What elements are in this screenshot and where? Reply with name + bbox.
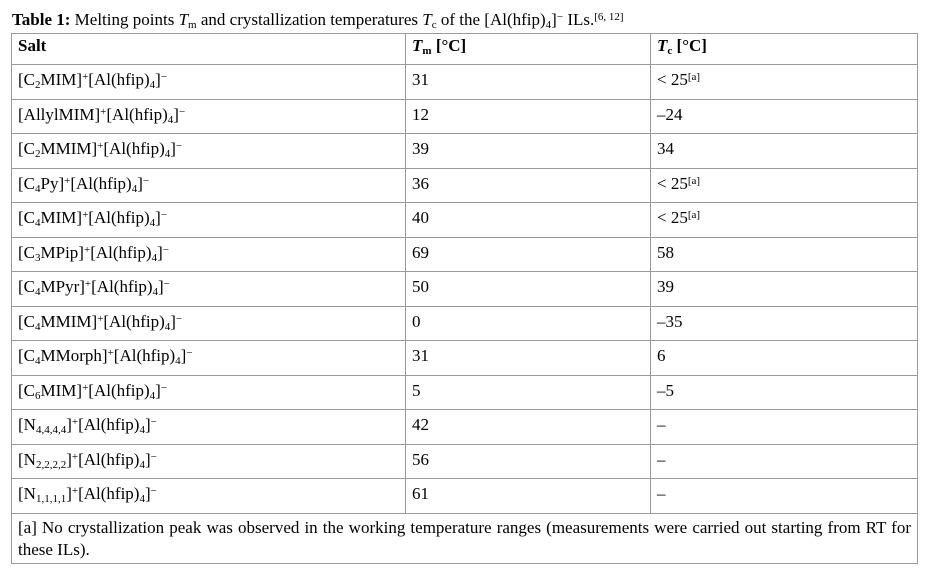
tc-cell [651, 99, 918, 134]
salt-cell [12, 306, 406, 341]
tc-value: – [657, 415, 666, 434]
tc-value: – [657, 449, 666, 469]
tc-footnote-mark: [a] [687, 209, 701, 221]
tc-value: < 25 [657, 173, 688, 193]
anion-subscript: 4 [151, 251, 158, 264]
cation-subscript: 2 [35, 148, 41, 160]
tm-cell: 31 [406, 341, 651, 376]
cation-subscript: 3 [35, 251, 41, 264]
cation-prefix: [N [18, 484, 36, 503]
cation-suffix: ] [66, 415, 72, 434]
tc-footnote-mark: [a] [687, 174, 701, 187]
anion-suffix: ] [173, 104, 179, 124]
table-row [12, 134, 918, 169]
cation-suffix: MMIM] [40, 139, 98, 158]
anion-charge: − [162, 243, 169, 256]
tm-cell: 12 [406, 99, 651, 134]
table-row [12, 306, 918, 341]
anion-subscript: 4 [131, 182, 138, 195]
cation-prefix: [C [18, 70, 35, 89]
tc-cell [651, 410, 918, 445]
anion-prefix: [Al(hfip) [88, 70, 150, 89]
cation-charge: + [71, 485, 79, 497]
table-row [12, 237, 918, 272]
anion-charge: − [186, 347, 193, 359]
tm-cell: 50 [406, 272, 651, 307]
table-caption [12, 9, 624, 31]
tm-subscript: m [188, 19, 197, 31]
cation-prefix: [C [18, 242, 35, 262]
anion-prefix: [Al(hfip) [103, 311, 165, 331]
table-row [12, 375, 918, 410]
footnote-row [12, 513, 918, 563]
anion-suffix: ] [157, 242, 163, 262]
cation-prefix: [C [18, 311, 35, 331]
footnote: [a] No crystallization peak was observed in the working temperature ranges (measurements were carried out starting from RT for these ILs). [12, 513, 918, 563]
salt-cell [12, 203, 406, 238]
cation-subscript: 4,4,4,4 [35, 424, 67, 436]
cation-suffix: MIM] [40, 380, 83, 400]
header-row [12, 34, 918, 65]
anion-subscript: 4 [149, 217, 156, 229]
anion-suffix: ] [137, 173, 143, 193]
cation-suffix: MMIM] [40, 311, 98, 331]
tm-subscript: m [422, 45, 432, 57]
header-tc [651, 34, 918, 65]
cation-prefix: [C [18, 346, 35, 365]
tm-cell: 39 [406, 134, 651, 169]
anion-prefix: [Al(hfip) [78, 415, 140, 434]
anion-subscript: 4 [167, 113, 174, 126]
tc-value: 6 [657, 346, 666, 365]
tm-cell: 5 [406, 375, 651, 410]
anion-charge: − [175, 312, 183, 325]
anion-subscript: 4 [139, 424, 145, 436]
tm-cell: 40 [406, 203, 651, 238]
salt-cell [12, 444, 406, 479]
salt-cell [12, 272, 406, 307]
anion-suffix: ] [144, 484, 151, 503]
cation-prefix: [C [18, 208, 35, 227]
tc-cell [651, 375, 918, 410]
tc-subscript: c [667, 45, 673, 57]
anion-prefix: [Al(hfip) [88, 208, 150, 227]
anion-prefix: [Al(hfip) [103, 139, 165, 158]
anion-suffix: ] [158, 277, 164, 296]
salt-cell [12, 341, 406, 376]
tm-cell: 42 [406, 410, 651, 445]
anion-charge: − [160, 381, 168, 394]
cation-prefix: [N [18, 449, 36, 469]
tc-footnote-mark: [a] [687, 71, 701, 83]
anion-subscript: 4 [149, 79, 156, 91]
cation-suffix: Py] [40, 173, 65, 193]
cation-charge: + [82, 71, 89, 83]
salt-cell [12, 99, 406, 134]
anion-charge: − [175, 140, 183, 152]
anion-prefix: [Al(hfip) [78, 449, 140, 469]
anion-charge: − [160, 71, 168, 83]
tc-value: < 25 [657, 208, 688, 227]
tc-value: < 25 [657, 70, 688, 89]
cation-suffix: MIM] [40, 70, 83, 89]
tm-cell: 0 [406, 306, 651, 341]
cation-prefix: [C [18, 139, 35, 158]
cation-subscript: 4 [35, 286, 41, 298]
salt-cell [12, 375, 406, 410]
anion-subscript: 4 [164, 320, 171, 333]
tm-cell: 69 [406, 237, 651, 272]
cation-charge: + [97, 312, 104, 325]
anion-prefix: [Al(hfip) [113, 346, 176, 365]
cation-prefix: [C [18, 380, 35, 400]
tc-value: –35 [657, 311, 683, 331]
cation-prefix: [AllylMIM] [18, 104, 101, 124]
cation-charge: + [107, 347, 114, 359]
tc-cell [651, 306, 918, 341]
anion-suffix: ] [170, 311, 176, 331]
table-label: Table 1: [12, 10, 71, 29]
tc-subscript: c [431, 19, 437, 31]
cation-subscript: 4 [35, 355, 41, 367]
cation-suffix: MMorph] [40, 346, 108, 365]
anion-subscript: 4 [139, 458, 145, 471]
anion-prefix: [Al(hfip) [70, 173, 132, 193]
tc-cell [651, 168, 918, 203]
cation-subscript: 1,1,1,1 [35, 493, 67, 505]
anion-suffix: ] [155, 380, 161, 400]
caption-references: [6, 12] [594, 11, 624, 23]
anion-charge: − [178, 105, 186, 118]
header-salt: Salt [12, 34, 406, 65]
tc-cell [651, 341, 918, 376]
cation-charge: + [83, 243, 91, 256]
table-row [12, 341, 918, 376]
cation-subscript: 4 [35, 320, 41, 333]
anion-suffix: ] [170, 139, 176, 158]
anion-suffix: ] [155, 208, 161, 227]
tc-cell [651, 237, 918, 272]
cation-subscript: 6 [35, 389, 41, 402]
anion-suffix: ] [155, 70, 161, 89]
salt-cell [12, 134, 406, 169]
tc-value: 39 [657, 277, 674, 296]
anion-charge: − [150, 416, 157, 428]
caption-text: Melting points [70, 10, 179, 29]
table-body [12, 65, 918, 514]
anion-prefix: [Al(hfip) [78, 484, 140, 503]
cation-charge: + [100, 105, 107, 118]
cation-subscript: 2,2,2,2 [35, 458, 67, 471]
anion-subscript: 4 [152, 286, 158, 298]
anion-prefix: [Al(hfip) [90, 242, 152, 262]
table-row [12, 272, 918, 307]
cation-suffix: ] [66, 449, 72, 469]
header-tm [406, 34, 651, 65]
cation-prefix: [N [18, 415, 36, 434]
cation-suffix: MPip] [40, 242, 84, 262]
cation-suffix: MPyr] [40, 277, 85, 296]
salt-cell [12, 168, 406, 203]
tm-symbol: T [412, 36, 423, 55]
tc-unit: [°C] [672, 36, 707, 55]
tc-symbol: T [657, 36, 668, 55]
table-row [12, 410, 918, 445]
tm-unit: [°C] [431, 36, 467, 55]
tm-symbol: T [178, 10, 189, 29]
tm-cell: 36 [406, 168, 651, 203]
cation-prefix: [C [18, 277, 35, 296]
anion-suffix: ] [144, 449, 151, 469]
tc-value: 34 [657, 139, 674, 158]
anion-prefix: [Al(hfip) [91, 277, 153, 296]
anion-suffix: ] [144, 415, 151, 434]
table-row [12, 99, 918, 134]
cation-suffix: ] [66, 484, 72, 503]
caption-text: of the [Al(hfip) [436, 10, 546, 29]
anion-charge: − [142, 174, 150, 187]
cation-charge: + [97, 140, 104, 152]
anion-charge: − [150, 485, 157, 497]
table-row [12, 168, 918, 203]
tc-cell [651, 479, 918, 514]
anion-charge: − [163, 278, 170, 290]
anion-subscript: 4 [149, 389, 156, 402]
table-row [12, 444, 918, 479]
tm-cell: 61 [406, 479, 651, 514]
tc-cell [651, 134, 918, 169]
anion-suffix: ] [180, 346, 187, 365]
tc-value: – [657, 484, 666, 503]
tm-cell: 31 [406, 65, 651, 100]
cation-charge: + [71, 450, 79, 463]
caption-subscript: 4 [545, 19, 552, 31]
caption-text: ILs. [563, 10, 595, 29]
table-row [12, 479, 918, 514]
table-row [12, 203, 918, 238]
salt-cell [12, 65, 406, 100]
cation-subscript: 4 [35, 182, 41, 195]
cation-charge: + [84, 278, 92, 290]
anion-subscript: 4 [139, 493, 145, 505]
cation-prefix: [C [18, 173, 35, 193]
anion-charge: − [160, 209, 168, 221]
table-row [12, 65, 918, 100]
tc-cell [651, 444, 918, 479]
salt-cell [12, 237, 406, 272]
salt-cell [12, 410, 406, 445]
anion-subscript: 4 [164, 148, 171, 160]
anion-charge: − [150, 450, 157, 463]
tc-value: –24 [657, 104, 683, 124]
tm-cell: 56 [406, 444, 651, 479]
tc-cell [651, 65, 918, 100]
cation-subscript: 2 [35, 79, 41, 91]
anion-prefix: [Al(hfip) [88, 380, 150, 400]
cation-charge: + [82, 381, 89, 394]
cation-charge: + [64, 174, 71, 187]
cation-suffix: MIM] [40, 208, 83, 227]
tc-cell [651, 203, 918, 238]
melting-points-table [11, 33, 918, 564]
caption-text: ] [551, 10, 557, 29]
caption-superscript: − [556, 11, 564, 23]
cation-subscript: 4 [35, 217, 41, 229]
tc-cell [651, 272, 918, 307]
cation-charge: + [71, 416, 79, 428]
anion-prefix: [Al(hfip) [106, 104, 168, 124]
tc-value: 58 [657, 242, 674, 262]
caption-text: and crystallization temperatures [196, 10, 423, 29]
anion-subscript: 4 [175, 355, 181, 367]
cation-charge: + [82, 209, 89, 221]
tc-symbol: T [422, 10, 432, 29]
salt-cell [12, 479, 406, 514]
tc-value: –5 [657, 380, 674, 400]
